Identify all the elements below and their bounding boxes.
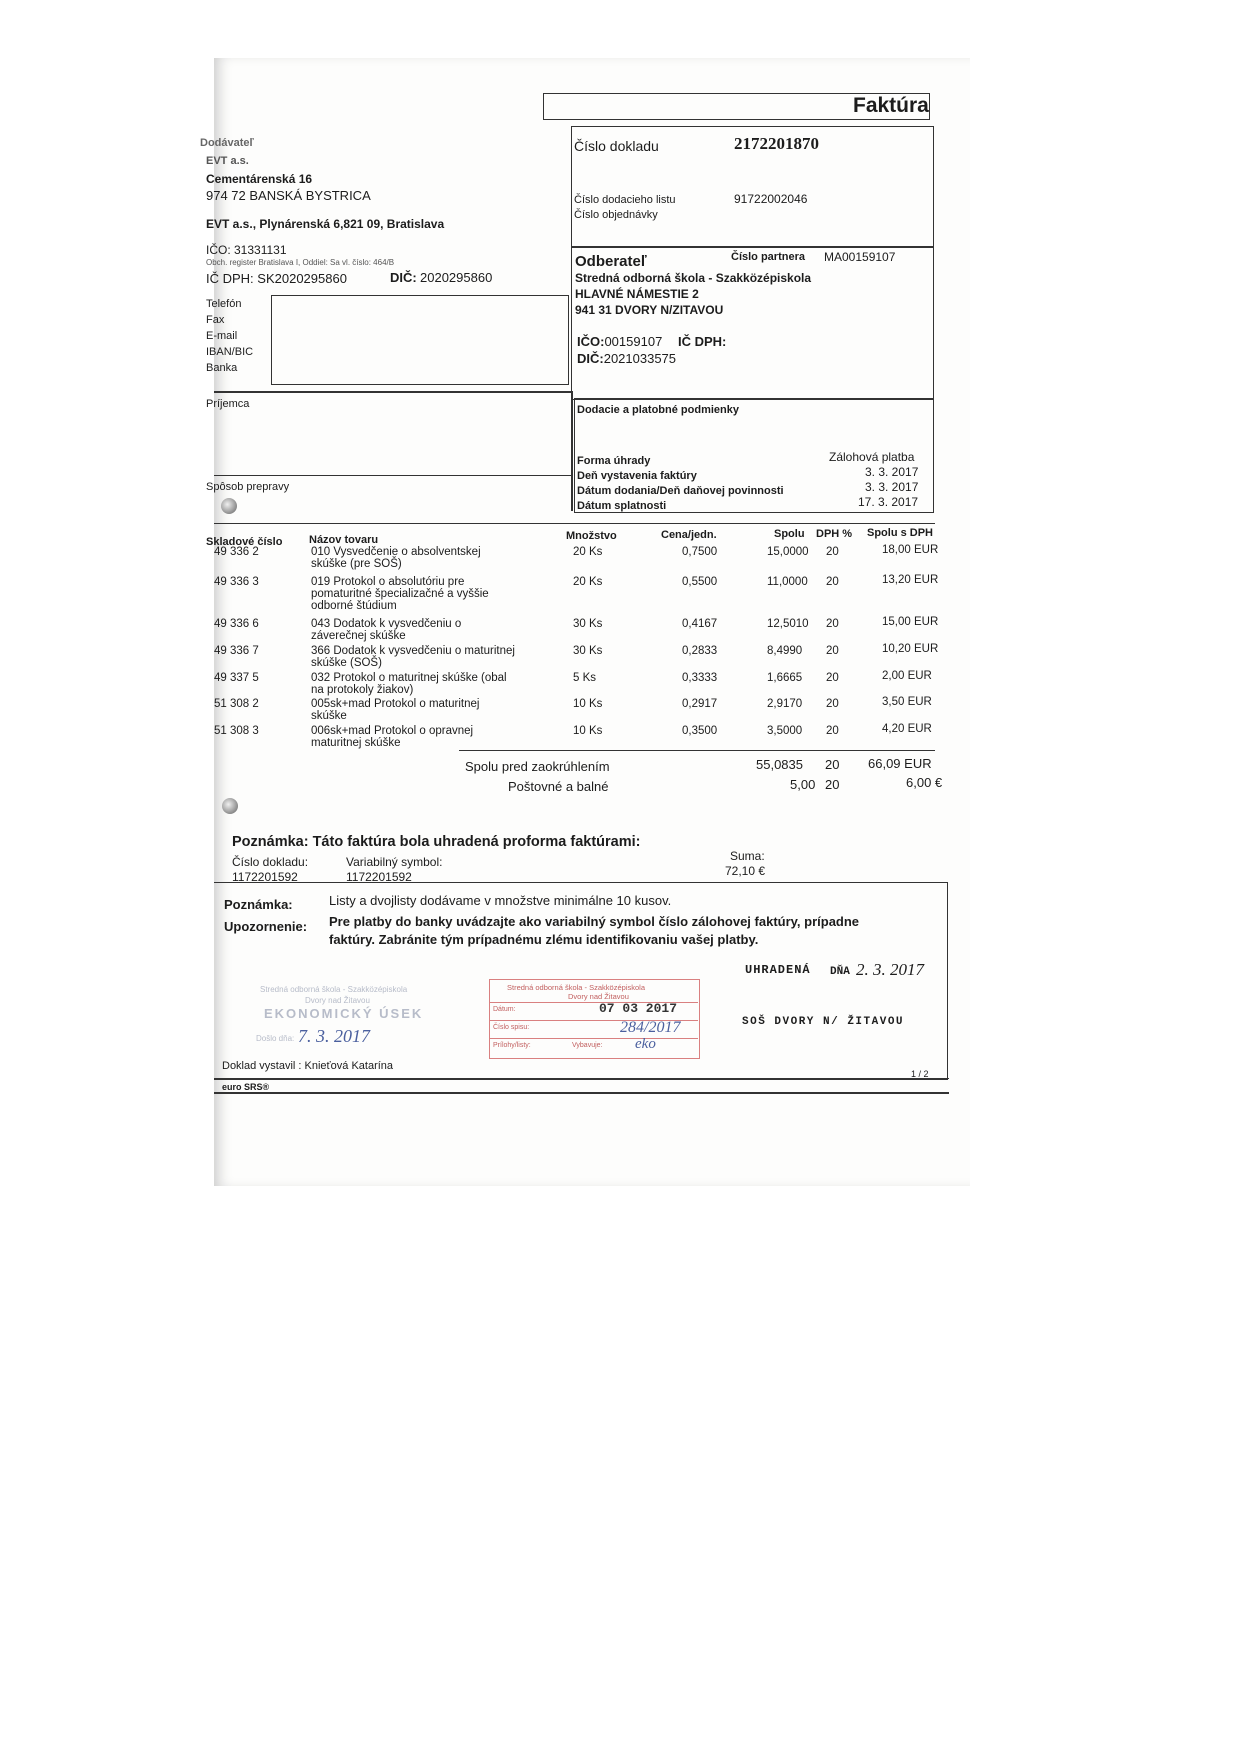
item-name3: odborné štúdium	[311, 600, 397, 612]
header-price: Cena/jedn.	[661, 529, 717, 541]
item-total: 8,4990	[767, 645, 803, 657]
proforma-var: 1172201592	[346, 870, 412, 884]
warning-line-2: faktúry. Zabránite tým prípadnému zlému identifikovaniu vašej platby.	[329, 932, 759, 947]
contact-email-label: E-mail	[206, 330, 238, 342]
supplier-city: 974 72 BANSKÁ BYSTRICA	[206, 188, 371, 203]
supplier-icdph: IČ DPH: SK2020295860	[206, 271, 347, 286]
item-gross: 10,20 EUR	[882, 643, 939, 655]
item-price: 0,2833	[682, 645, 718, 657]
item-code: 49 337 5	[214, 672, 259, 684]
item-price: 0,2917	[682, 698, 718, 710]
item-name2: maturitnej skúške	[311, 737, 401, 749]
customer-ico-value: 00159107	[604, 334, 663, 349]
econ-stamp-line-2: Dvory nad Žitavou	[305, 996, 370, 1005]
subtotal-label: Spolu pred zaokrúhlením	[465, 759, 610, 774]
supplier-ico: IČO: 31331131	[206, 243, 287, 257]
item-code: 49 336 3	[214, 576, 259, 588]
customer-ico	[577, 334, 662, 349]
header-vat: DPH %	[816, 528, 853, 540]
doc-number: 2172201870	[734, 134, 819, 153]
item-name1: 043 Dodatok k vysvedčeniu o	[311, 618, 462, 630]
item-total: 12,5010	[767, 618, 809, 630]
item-vat: 20	[826, 725, 839, 737]
supplier-label: Dodávateľ	[200, 137, 254, 149]
recipient-label: Príjemca	[206, 398, 250, 410]
item-price: 0,3500	[682, 725, 718, 737]
contact-phone-label: Telefón	[206, 298, 242, 310]
item-name2: pomaturitné špecializačné a vyššie	[311, 588, 489, 600]
school-stamp: SOŠ DVORY N/ ŽITAVOU	[742, 1016, 905, 1028]
item-gross: 4,20 EUR	[882, 723, 932, 735]
registry-number-label: Číslo spisu:	[493, 1024, 530, 1031]
item-name1: 019 Protokol o absolutóriu pre	[311, 576, 465, 588]
item-price: 0,5500	[682, 576, 718, 588]
item-gross: 13,20 EUR	[882, 574, 939, 586]
footer-page: 1 / 2	[911, 1069, 929, 1079]
item-gross: 18,00 EUR	[882, 544, 939, 556]
item-name1: 005sk+mad Protokol o maturitnej	[311, 698, 480, 710]
note-text: Listy a dvojlisty dodávame v množstve minimálne 10 kusov.	[329, 893, 672, 908]
item-vat: 20	[826, 576, 839, 588]
delivery-note-number: 91722002046	[734, 192, 808, 206]
item-code: 51 308 3	[214, 725, 259, 737]
item-name1: 006sk+mad Protokol o opravnej	[311, 725, 474, 737]
warning-label: Upozornenie:	[224, 919, 308, 934]
header-gross: Spolu s DPH	[867, 527, 934, 539]
item-qty: 20 Ks	[573, 576, 603, 588]
subtotal-gross: 66,09 EUR	[868, 756, 932, 771]
subtotal-net: 55,0835	[756, 757, 803, 772]
table-bottom-rule	[459, 750, 935, 751]
proforma-var-label: Variabilný symbol:	[346, 855, 443, 869]
registry-attachments-label: Prílohy/listy:	[493, 1042, 531, 1049]
supplier-dic: 2020295860	[420, 270, 493, 285]
punch-hole-top	[221, 498, 237, 514]
delivery-note-label: Číslo dodacieho listu	[574, 194, 676, 206]
redacted-contact-box	[271, 295, 569, 385]
item-name2: skúške (SOŠ)	[311, 657, 382, 669]
contact-bank-label: Banka	[206, 362, 238, 374]
item-gross: 15,00 EUR	[882, 616, 939, 628]
postage-label: Poštovné a balné	[508, 779, 609, 794]
registry-rule-3	[489, 1038, 698, 1039]
postage-gross: 6,00 €	[906, 775, 943, 790]
supplier-branch: EVT a.s., Plynárenská 6,821 09, Bratislava	[206, 217, 445, 231]
paid-stamp: UHRADENÁ	[745, 963, 811, 977]
due-date-label: Dátum splatnosti	[577, 500, 667, 512]
item-name2: skúške	[311, 710, 347, 722]
customer-ico-label: IČO:	[577, 334, 605, 349]
subtotal-vat: 20	[825, 757, 840, 772]
proforma-sum-label: Suma:	[730, 849, 765, 863]
item-gross: 2,00 EUR	[882, 670, 932, 682]
item-code: 49 336 6	[214, 618, 259, 630]
warning-line-1: Pre platby do banky uvádzajte ako variabilný symbol číslo zálohovej faktúry, prípadne	[329, 914, 860, 929]
item-qty: 10 Ks	[573, 725, 603, 737]
header-total: Spolu	[774, 528, 805, 540]
customer-dic	[577, 351, 676, 366]
item-name2: skúške (pre SOŠ)	[311, 558, 402, 570]
customer-label: Odberateľ	[575, 253, 647, 270]
customer-dic-value: 2021033575	[603, 351, 677, 366]
doc-number-label: Číslo dokladu	[574, 138, 659, 154]
econ-date-handwritten: 7. 3. 2017	[298, 1026, 370, 1046]
item-name1: 366 Dodatok k vysvedčeniu o maturitnej	[311, 645, 515, 657]
registry-line-2: Dvory nad Žitavou	[568, 992, 629, 1001]
transport-label: Spôsob prepravy	[206, 481, 290, 493]
registry-handler-handwritten: eko	[635, 1036, 656, 1052]
issue-date-value: 3. 3. 2017	[865, 465, 919, 479]
header-qty: Množstvo	[566, 530, 617, 542]
note-label: Poznámka:	[224, 897, 293, 912]
customer-street: HLAVNÉ NÁMESTIE 2	[575, 287, 699, 301]
item-code: 49 336 7	[214, 645, 259, 657]
header-name: Názov tovaru	[309, 534, 379, 546]
header-code: Skladové číslo	[206, 536, 283, 548]
recipient-right-rule	[571, 391, 573, 511]
item-total: 15,0000	[767, 546, 809, 558]
customer-city: 941 31 DVORY N/ZITAVOU	[575, 303, 724, 317]
item-total: 3,5000	[767, 725, 803, 737]
postage-vat: 20	[825, 777, 840, 792]
supplier-register: Obch. register Bratislava I, Oddiel: Sa vl. číslo: 464/B	[206, 258, 395, 267]
item-vat: 20	[826, 672, 839, 684]
item-vat: 20	[826, 698, 839, 710]
payment-form-value: Zálohová platba	[829, 450, 915, 464]
item-qty: 10 Ks	[573, 698, 603, 710]
proforma-doc-label: Číslo dokladu:	[232, 855, 309, 869]
supplier-street: Cementárenská 16	[206, 172, 313, 186]
item-price: 0,3333	[682, 672, 718, 684]
item-code: 51 308 2	[214, 698, 259, 710]
contact-fax-label: Fax	[206, 314, 225, 326]
proforma-sum: 72,10 €	[725, 864, 766, 878]
item-price: 0,7500	[682, 546, 718, 558]
item-qty: 20 Ks	[573, 546, 603, 558]
registry-date: 07 03 2017	[599, 1001, 678, 1016]
terms-label: Dodacie a platobné podmienky	[577, 404, 739, 416]
econ-stamp-line-3: EKONOMICKÝ ÚSEK	[264, 1006, 424, 1021]
proforma-doc: 1172201592	[232, 870, 298, 884]
item-total: 2,9170	[767, 698, 803, 710]
issued-by: Doklad vystavil : Knieťová Katarína	[222, 1060, 394, 1072]
item-price: 0,4167	[682, 618, 718, 630]
item-name1: 032 Protokol o maturitnej skúške (obal	[311, 672, 507, 684]
item-gross: 3,50 EUR	[882, 696, 932, 708]
customer-icdph-label: IČ DPH:	[678, 334, 727, 349]
proforma-note: Poznámka: Táto faktúra bola uhradená proforma faktúrami:	[232, 834, 641, 850]
item-name2: záverečnej skúške	[311, 630, 406, 642]
due-date-value: 17. 3. 2017	[858, 495, 919, 509]
item-total: 1,6665	[767, 672, 803, 684]
issue-date-label: Deň vystavenia faktúry	[577, 470, 697, 482]
registry-line-1: Stredná odborná škola - Szakközépiskola	[507, 983, 645, 992]
customer-dic-label: DIČ:	[577, 351, 604, 366]
item-code: 49 336 2	[214, 546, 259, 558]
supplier-dic-label: DIČ:	[390, 270, 417, 285]
econ-stamp-line-1: Stredná odborná škola - Szakközépiskola	[260, 985, 408, 994]
item-vat: 20	[826, 618, 839, 630]
payment-form-label: Forma úhrady	[577, 455, 651, 467]
registry-date-label: Dátum:	[493, 1006, 516, 1013]
registry-number-handwritten: 284/2017	[620, 1019, 681, 1036]
item-qty: 30 Ks	[573, 618, 603, 630]
item-vat: 20	[826, 645, 839, 657]
paid-date-handwritten: 2. 3. 2017	[856, 960, 924, 979]
customer-name: Stredná odborná škola - Szakközépiskola	[575, 271, 812, 285]
item-name1: 010 Vysvedčenie o absolventskej	[311, 546, 481, 558]
contact-iban-label: IBAN/BIC	[206, 346, 254, 358]
paid-day-label: DŇA	[830, 966, 850, 978]
partner-number: MA00159107	[824, 250, 896, 264]
transport-top-rule	[214, 475, 571, 476]
item-qty: 30 Ks	[573, 645, 603, 657]
punch-hole-bottom	[222, 798, 238, 814]
footer-rule	[214, 1078, 949, 1079]
item-qty: 5 Ks	[573, 672, 597, 684]
item-total: 11,0000	[767, 576, 808, 588]
postage-net: 5,00	[790, 777, 816, 792]
econ-date-label: Došlo dňa:	[256, 1034, 295, 1043]
order-number-label: Číslo objednávky	[574, 209, 658, 221]
partner-label: Číslo partnera	[731, 251, 805, 263]
registry-handler-label: Vybavuje:	[572, 1042, 603, 1049]
delivery-date-label: Dátum dodania/Deň daňovej povinnosti	[577, 485, 784, 497]
supplier-name: EVT a.s.	[206, 155, 249, 167]
item-name2: na protokoly žiakov)	[311, 684, 414, 696]
item-vat: 20	[826, 546, 839, 558]
delivery-date-value: 3. 3. 2017	[865, 480, 919, 494]
table-top-rule	[214, 523, 935, 524]
footer-brand: euro SRS®	[222, 1082, 270, 1092]
page-title: Faktúra	[853, 94, 929, 117]
page-bottom-rule	[214, 1092, 949, 1094]
recipient-top-rule	[214, 391, 571, 393]
